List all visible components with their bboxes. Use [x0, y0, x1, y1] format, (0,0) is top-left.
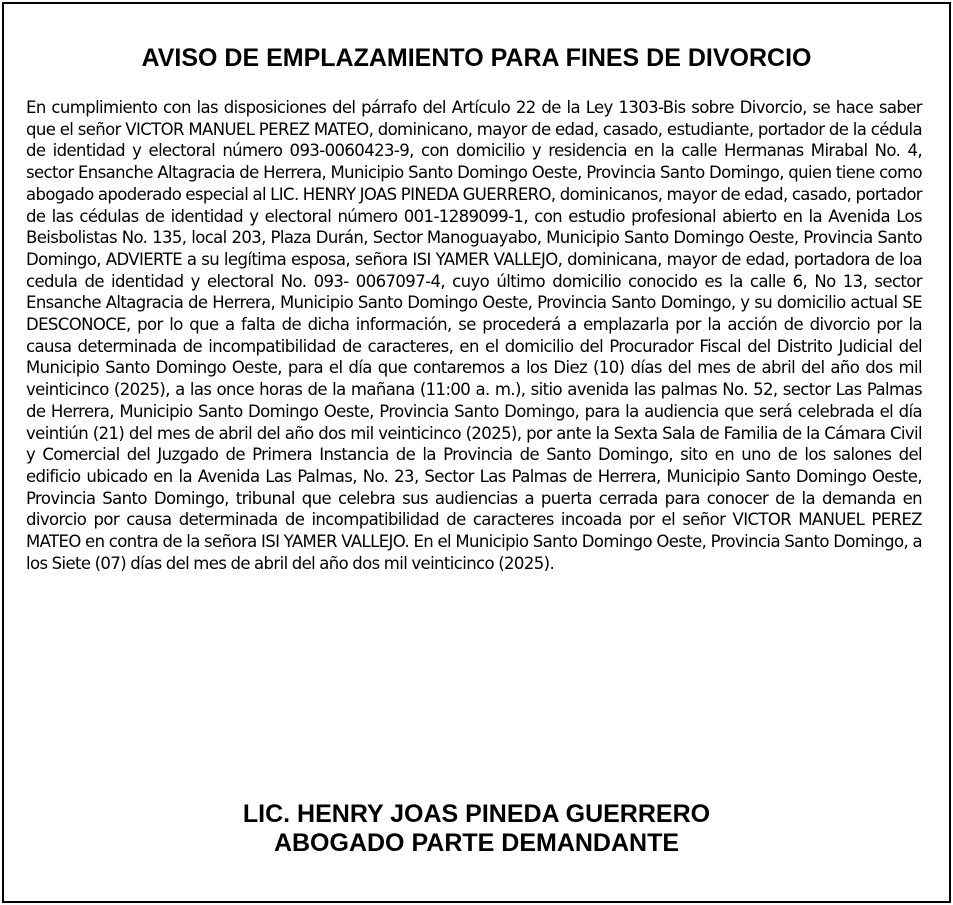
notice-body: En cumplimiento con las disposiciones del párrafo del Artículo 22 de la Ley 1303-Bis sobre Divorcio, se hace saber que el señor VICTOR MANUEL PEREZ MATEO, dominicano, mayor de edad, casado, estudiante, portador de la cédula de identidad y electoral número 093-0060423-9, con domicilio y residencia en la calle Hermanas Mirabal No. 4, sector Ensanche Altagracia de Herrera, Municipio Santo Domingo Oeste, Provincia Santo Domingo, quien tiene como abogado apoderado especial al LIC. HENRY JOAS PINEDA GUERRERO, dominicanos, mayor de edad, casado, portador de las cédulas de identidad y electoral número 001-1289099-1, con estudio profesional abierto en la Avenida Los Beisbolistas No. 135, local 203, Plaza Durán, Sector Manoguayabo, Municipio Santo Domingo Oeste, Provincia Santo Domingo, ADVIERTE a su legítima esposa, señora ISI YAMER VALLEJO, dominicana, mayor de edad, portadora de loa cedula de identidad y electoral No. 093- 0067097-4, cuyo último domicilio conocido es la calle 6, No 13, sector Ensanche Altagracia de Herrera, Municipio Santo Domingo Oeste, Provincia Santo Domingo, y su domicilio actual SE DESCONOCE, por lo que a falta de dicha información, se procederá a emplazarla por la acción de divorcio por la causa determinada de incompatibilidad de caracteres, en el domicilio del Procurador Fiscal del Distrito Judicial del Municipio Santo Domingo Oeste, para el día que contaremos a los Diez (10) días del mes de abril del año dos mil veinticinco (2025), a las once horas de la mañana (11:00 a. m.), sitio avenida las palmas No. 52, sector Las Palmas de Herrera, Municipio Santo Domingo Oeste, Provincia Santo Domingo, para la audiencia que será celebrada el día veintiún (21) del mes de abril del año dos mil veinticinco (2025), por ante la Sexta Sala de Familia de la Cámara Civil y Comercial del Juzgado de Primera Instancia de la Provincia de Santo Domingo, sito en uno de los salones del edificio ubicado en la Avenida Las Palmas, No. 23, Sector Las Palmas de Herrera, Municipio Santo Domingo Oeste, Provincia Santo Domingo, tribunal que celebra sus audiencias a puerta cerrada para conocer de la demanda en divorcio por causa determinada de incompatibilidad de caracteres incoada por el señor VICTOR MANUEL PEREZ MATEO en contra de la señora ISI YAMER VALLEJO. En el Municipio Santo Domingo Oeste, Provincia Santo Domingo, a los Siete (07) días del mes de abril del año dos mil veinticinco (2025). [26, 98, 922, 573]
signature-role: ABOGADO PARTE DEMANDANTE [273, 829, 680, 857]
notice-title: AVISO DE EMPLAZAMIENTO PARA FINES DE DIVORCIO [141, 44, 812, 72]
signature-name: LIC. HENRY JOAS PINEDA GUERRERO [242, 800, 711, 828]
